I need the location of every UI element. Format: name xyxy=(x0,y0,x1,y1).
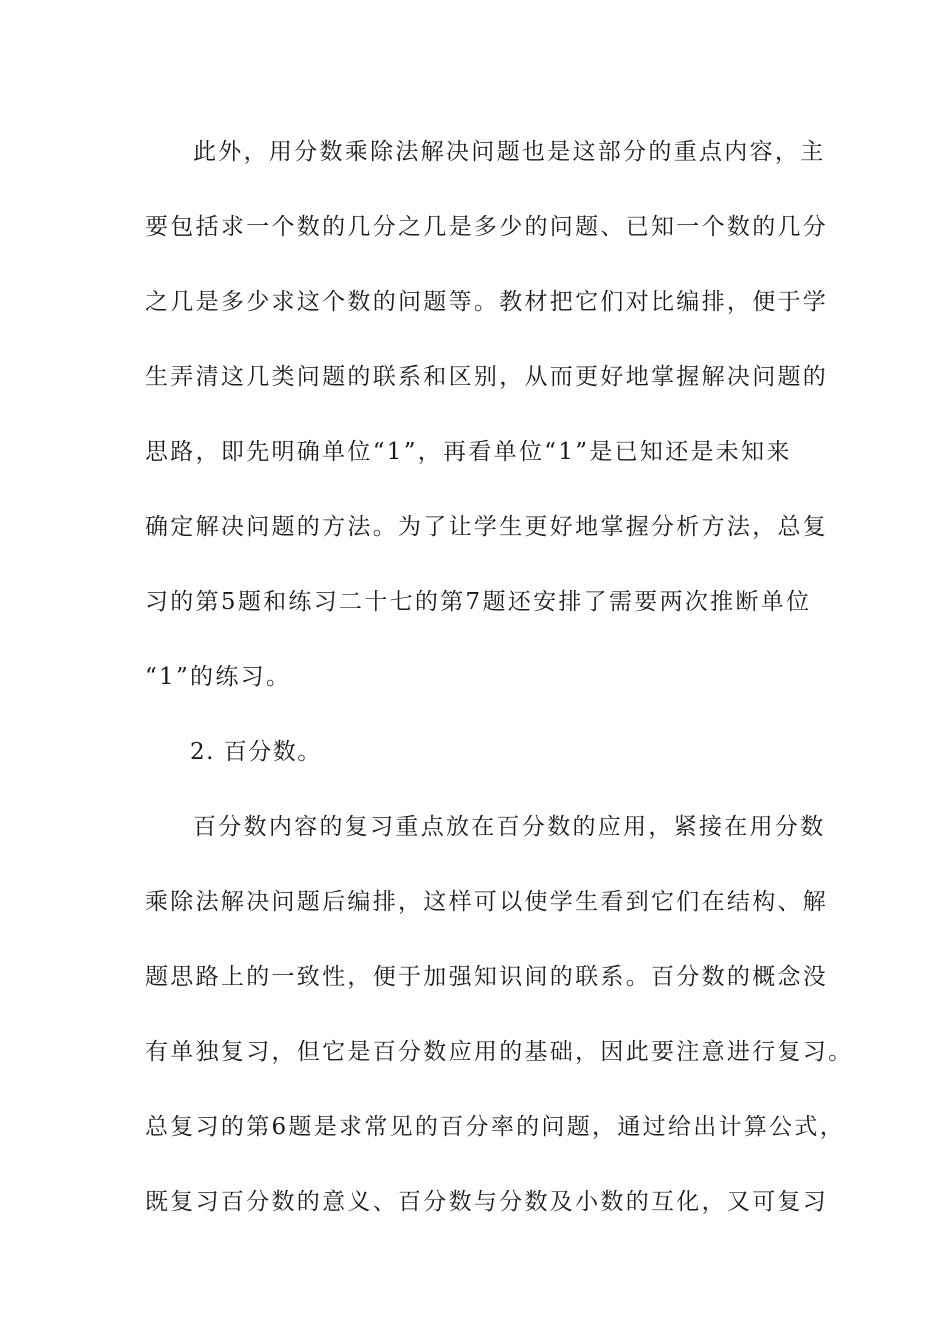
text-line: 既复习百分数的意义、百分数与分数及小数的互化，又可复习 xyxy=(145,1189,829,1215)
text-line: 习的第5题和练习二十七的第7题还安排了需要两次推断单位 xyxy=(145,589,812,615)
text-line: 题思路上的一致性，便于加强知识间的联系。百分数的概念没 xyxy=(145,964,829,990)
text-line: 之几是多少求这个数的问题等。教材把它们对比编排，便于学 xyxy=(145,289,829,315)
text-line: 生弄清这几类问题的联系和区别，从而更好地掌握解决问题的 xyxy=(145,364,829,390)
text-line: 百分数内容的复习重点放在百分数的应用，紧接在用分数 xyxy=(193,814,826,840)
text-line: 乘除法解决问题后编排，这样可以使学生看到它们在结构、解 xyxy=(145,889,829,915)
text-line: 确定解决问题的方法。为了让学生更好地掌握分析方法，总复 xyxy=(145,514,829,540)
section-heading: 2. 百分数。 xyxy=(190,739,322,765)
text-line: 总复习的第6题是求常见的百分率的问题，通过给出计算公式， xyxy=(145,1114,846,1140)
text-line: 此外，用分数乘除法解决问题也是这部分的重点内容，主 xyxy=(193,139,826,165)
text-line: 要包括求一个数的几分之几是多少的问题、已知一个数的几分 xyxy=(145,214,829,240)
text-line: 有单独复习，但它是百分数应用的基础，因此要注意进行复习。 xyxy=(145,1039,854,1065)
text-line: 思路，即先明确单位“1”，再看单位“1”是已知还是未知来 xyxy=(145,439,792,465)
text-line: “1”的练习。 xyxy=(145,664,292,690)
